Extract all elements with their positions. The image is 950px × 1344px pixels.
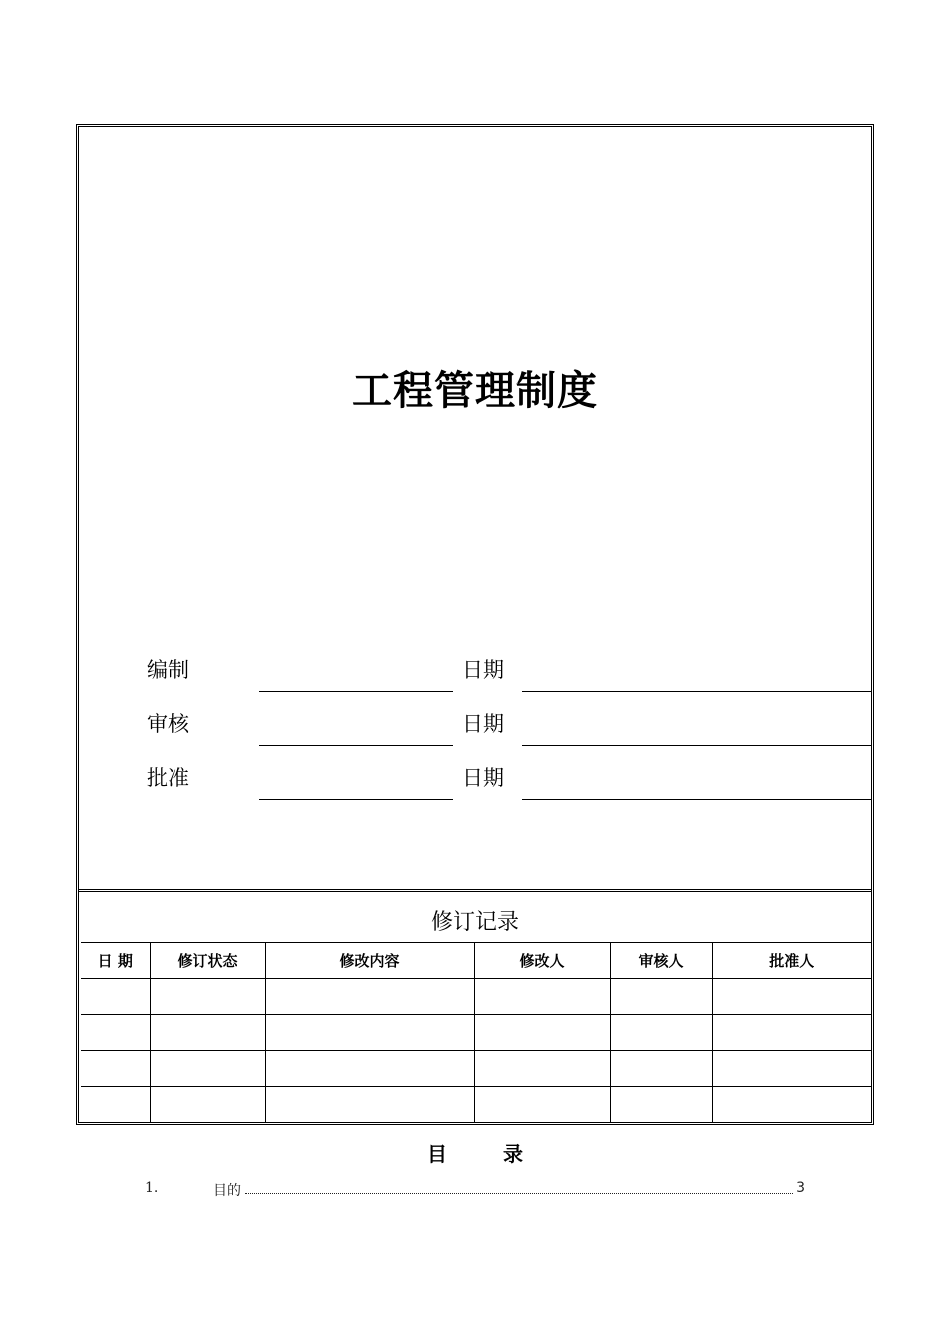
date-line xyxy=(522,799,871,800)
signature-row-review xyxy=(79,694,871,748)
table-cell xyxy=(81,1087,150,1123)
table-cell xyxy=(265,1051,474,1087)
section-divider xyxy=(79,889,871,892)
table-cell xyxy=(610,1051,712,1087)
table-cell xyxy=(610,1087,712,1123)
table-row xyxy=(81,1087,871,1123)
signature-label: 批准 xyxy=(147,766,189,790)
signature-line xyxy=(259,799,453,800)
table-cell xyxy=(712,1051,871,1087)
table-header-row xyxy=(81,943,871,979)
table-cell xyxy=(712,1087,871,1123)
table-cell xyxy=(712,979,871,1015)
signature-line xyxy=(259,745,453,746)
table-cell xyxy=(150,979,265,1015)
date-line xyxy=(522,745,871,746)
document-title: 工程管理制度 xyxy=(352,367,598,414)
toc-item-text: 目的 xyxy=(213,1183,241,1199)
table-cell xyxy=(265,1087,474,1123)
table-row xyxy=(81,1015,871,1051)
table-cell xyxy=(150,1051,265,1087)
table-cell xyxy=(81,979,150,1015)
table-cell xyxy=(150,1087,265,1123)
table-row xyxy=(81,979,871,1015)
table-cell xyxy=(610,979,712,1015)
table-cell xyxy=(150,1015,265,1051)
toc-dot-leader xyxy=(245,1193,793,1194)
date-label: 日期 xyxy=(462,712,504,736)
column-header-reviewer: 审核人 xyxy=(610,943,712,979)
table-cell xyxy=(474,1051,610,1087)
table-cell xyxy=(474,1087,610,1123)
table-cell xyxy=(712,1015,871,1051)
date-line xyxy=(522,691,871,692)
toc-heading xyxy=(0,1138,950,1167)
revision-record-title: 修订记录 xyxy=(430,910,519,935)
column-header-date: 日 期 xyxy=(81,943,150,979)
table-cell xyxy=(474,979,610,1015)
table-cell xyxy=(265,979,474,1015)
column-header-approver: 批准人 xyxy=(712,943,871,979)
signature-label: 编制 xyxy=(147,658,189,682)
table-cell xyxy=(610,1015,712,1051)
column-header-status: 修订状态 xyxy=(150,943,265,979)
table-cell xyxy=(265,1015,474,1051)
table-cell xyxy=(81,1051,150,1087)
table-cell xyxy=(474,1015,610,1051)
toc-item-number: 1. xyxy=(145,1180,159,1196)
cover-frame xyxy=(76,124,874,1125)
signature-line xyxy=(259,691,453,692)
date-label: 日期 xyxy=(462,766,504,790)
toc-heading-left: 目 xyxy=(427,1142,448,1166)
column-header-modifier: 修改人 xyxy=(474,943,610,979)
column-header-content: 修改内容 xyxy=(265,943,474,979)
toc-item[interactable] xyxy=(145,1180,805,1200)
toc-heading-right: 录 xyxy=(502,1142,523,1166)
signature-row-approve xyxy=(79,748,871,802)
toc-item-page: 3 xyxy=(796,1180,805,1196)
date-label: 日期 xyxy=(462,658,504,682)
table-cell xyxy=(81,1015,150,1051)
table-row xyxy=(81,1051,871,1087)
revision-table xyxy=(81,942,871,1122)
signature-label: 审核 xyxy=(147,712,189,736)
signature-row-compile xyxy=(79,640,871,694)
